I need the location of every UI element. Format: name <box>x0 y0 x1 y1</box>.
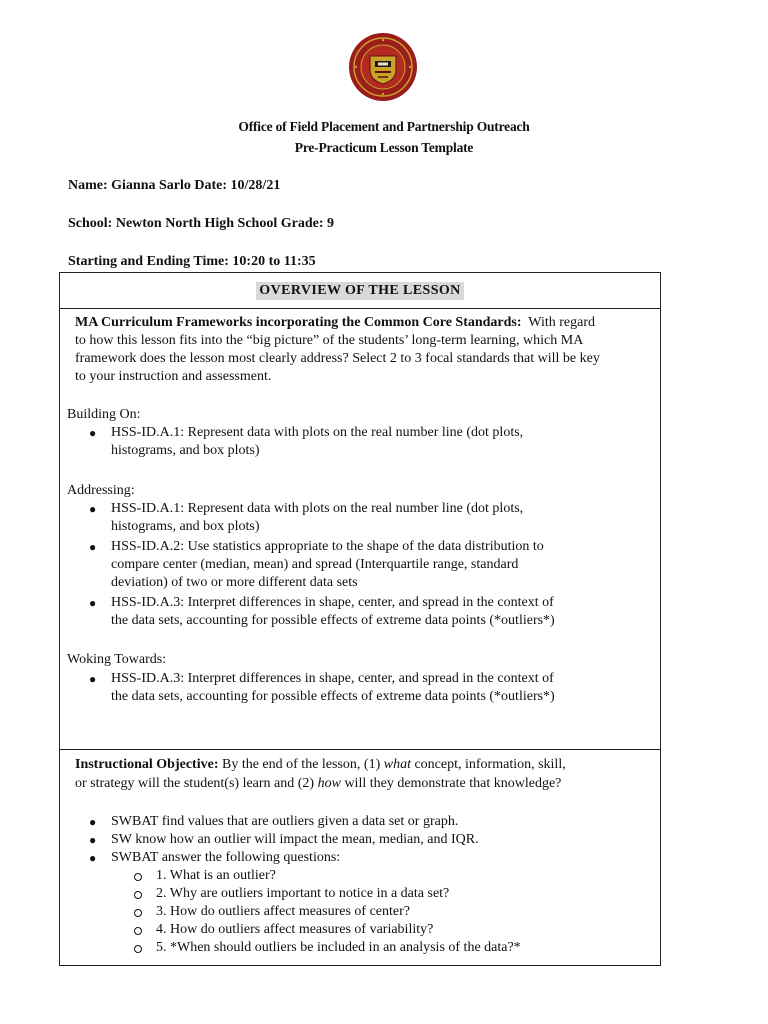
bullet-icon: ● <box>89 540 97 554</box>
standards-intro-3: framework does the lesson most clearly address? Select 2 to 3 focal standards that will be key <box>75 351 600 366</box>
standards-heading: MA Curriculum Frameworks incorporating the Common Core Standards: <box>75 315 522 330</box>
objective-how: how <box>317 776 341 791</box>
objective-intro-line-1 <box>75 756 566 774</box>
hollow-bullet-icon <box>134 909 142 917</box>
objective-bullet: SWBAT find values that are outliers given a data set or graph. <box>111 814 459 829</box>
lesson-overview-table <box>59 272 661 966</box>
university-seal-logo <box>348 32 418 102</box>
addressing-item-cont: histograms, and box plots) <box>111 519 260 534</box>
building-on-item-cont: histograms, and box plots) <box>111 443 260 458</box>
working-towards-item: HSS-ID.A.3: Interpret differences in shape, center, and spread in the context of <box>111 671 554 686</box>
objective-heading: Instructional Objective: <box>75 757 219 772</box>
standards-intro-4: to your instruction and assessment. <box>75 369 272 384</box>
building-on-item: HSS-ID.A.1: Represent data with plots on the real number line (dot plots, <box>111 425 524 440</box>
office-title: Office of Field Placement and Partnership Outreach <box>238 119 530 134</box>
hollow-bullet-icon <box>134 945 142 953</box>
objective-intro-a: By the end of the lesson, (1) <box>221 757 381 772</box>
objective-cell <box>60 750 660 965</box>
standards-intro-2: to how this lesson fits into the “big picture” of the students’ long-term learning, which MA <box>75 333 584 348</box>
objective-intro-d: will they demonstrate that knowledge? <box>344 776 562 791</box>
overview-title: OVERVIEW OF THE LESSON <box>256 282 463 300</box>
hollow-bullet-icon <box>134 891 142 899</box>
addressing-item: HSS-ID.A.3: Interpret differences in shape, center, and spread in the context of <box>111 595 554 610</box>
bullet-icon: ● <box>89 851 97 865</box>
addressing-item: HSS-ID.A.1: Represent data with plots on the real number line (dot plots, <box>111 501 524 516</box>
addressing-item: HSS-ID.A.2: Use statistics appropriate to the shape of the data distribution to <box>111 539 544 554</box>
name-date-line: Name: Gianna Sarlo Date: 10/28/21 <box>68 178 281 193</box>
working-towards-item-cont: the data sets, accounting for possible effects of extreme data points (*outliers*) <box>111 689 555 704</box>
standards-intro-1: With regard <box>528 315 595 330</box>
objective-bullet: SW know how an outlier will impact the mean, median, and IQR. <box>111 832 479 847</box>
bullet-icon: ● <box>89 596 97 610</box>
standards-intro-line-1 <box>75 314 595 332</box>
hollow-bullet-icon <box>134 927 142 935</box>
addressing-item-cont: deviation) of two or more different data sets <box>111 575 358 590</box>
hollow-bullet-icon <box>134 873 142 881</box>
objective-intro-c: or strategy will the student(s) learn and (2) <box>75 776 315 791</box>
bullet-icon: ● <box>89 815 97 829</box>
addressing-item-cont: the data sets, accounting for possible effects of extreme data points (*outliers*) <box>111 613 555 628</box>
bullet-icon: ● <box>89 833 97 847</box>
addressing-label: Addressing: <box>67 483 135 498</box>
working-towards-label: Woking Towards: <box>67 652 167 667</box>
bullet-icon: ● <box>89 426 97 440</box>
objective-question: 2. Why are outliers important to notice in a data set? <box>156 886 450 901</box>
time-line: Starting and Ending Time: 10:20 to 11:35 <box>68 254 316 269</box>
objective-question: 1. What is an outlier? <box>156 868 276 883</box>
school-grade-line: School: Newton North High School Grade: 9 <box>68 216 334 231</box>
bullet-icon: ● <box>89 672 97 686</box>
template-title: Pre-Practicum Lesson Template <box>294 140 474 155</box>
objective-intro-line-2 <box>75 775 561 793</box>
objective-question: 3. How do outliers affect measures of center? <box>156 904 410 919</box>
objective-intro-b: concept, information, skill, <box>414 757 566 772</box>
objective-bullet: SWBAT answer the following questions: <box>111 850 341 865</box>
bullet-icon: ● <box>89 502 97 516</box>
objective-question: 4. How do outliers affect measures of variability? <box>156 922 434 937</box>
addressing-item-cont: compare center (median, mean) and spread (Interquartile range, standard <box>111 557 519 572</box>
overview-title-row <box>60 273 660 309</box>
objective-question: 5. *When should outliers be included in an analysis of the data?* <box>156 940 521 955</box>
objective-what: what <box>383 757 411 772</box>
standards-cell <box>60 309 660 750</box>
building-on-label: Building On: <box>67 407 141 422</box>
